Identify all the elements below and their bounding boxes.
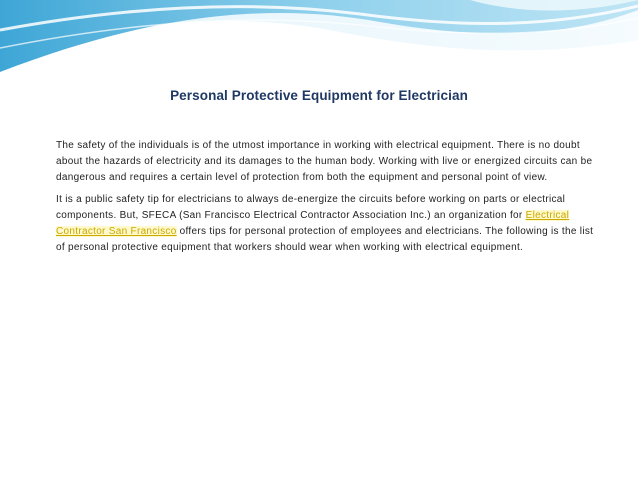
slide-body	[56, 138, 604, 262]
header-wave-decoration	[0, 0, 638, 90]
slide-title: Personal Protective Equipment for Electrician	[170, 88, 468, 103]
paragraph-1: The safety of the individuals is of the utmost importance in working with electrical equipment. There is no doubt about the hazards of electricity and its damages to the human body. Working with live or energized circuits can be dangerous and requires a certain level of protection from both the equipment and personal point of view.	[56, 140, 593, 183]
paragraph-2	[56, 192, 604, 256]
electrical-contractor-link[interactable]: Electrical Contractor San Francisco	[56, 210, 570, 237]
paragraph-2-text-after: offers tips for personal protection of employees and electricians. The following is the list of personal protective equipment that workers should wear when working with electrical equipment.	[56, 226, 594, 253]
paragraph-2-text-before: It is a public safety tip for electricians to always de-energize the circuits before working on parts or electrical components. But, SFECA (San Francisco Electrical Contractor Association Inc.) an organization for	[56, 194, 566, 221]
